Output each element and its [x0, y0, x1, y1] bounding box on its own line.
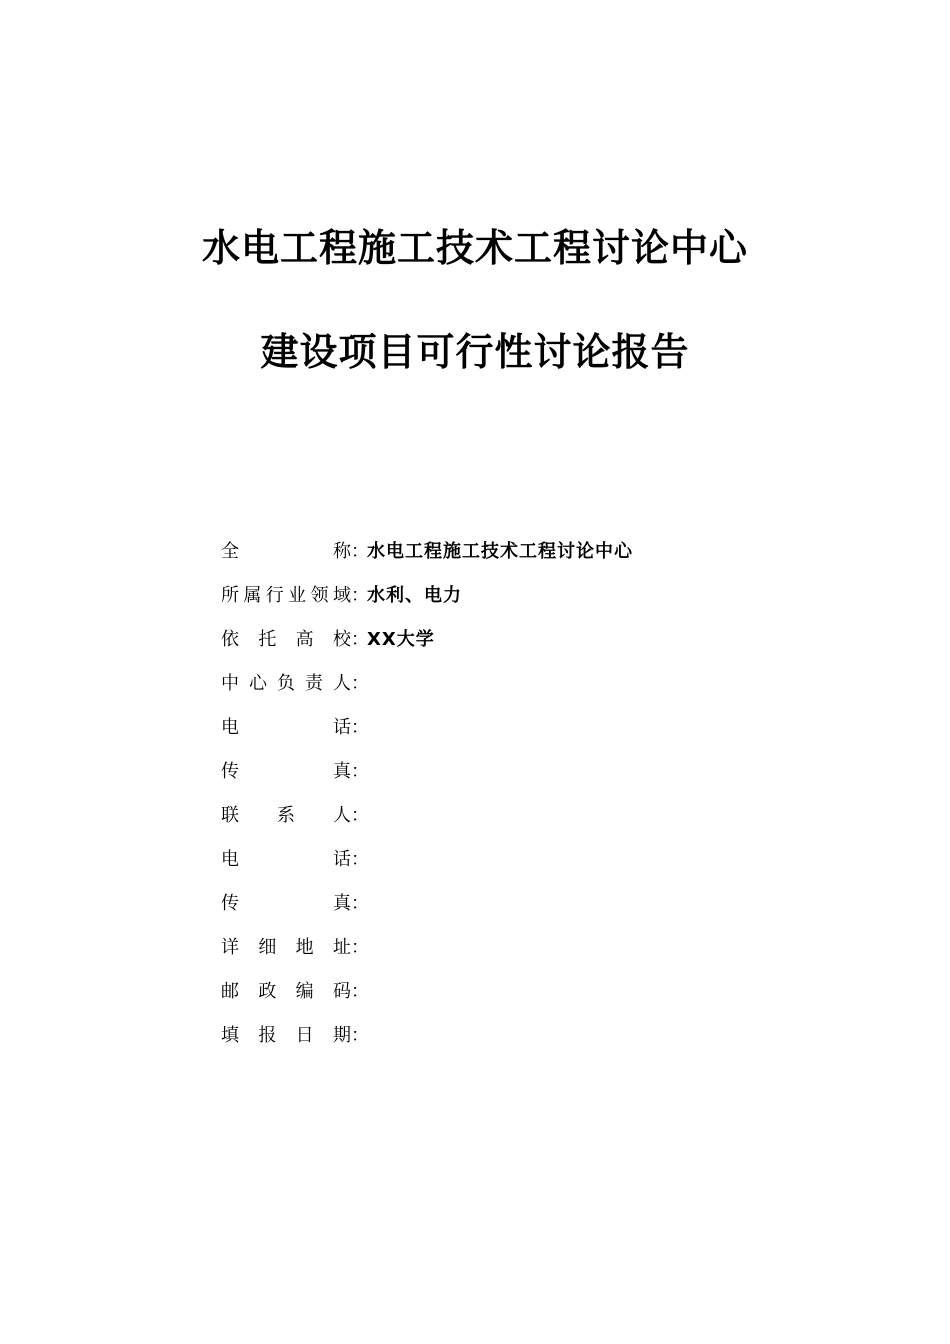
- field-label-char: 高: [295, 629, 314, 650]
- document-title-line-1: 水电工程施工技术工程讨论中心: [201, 226, 748, 270]
- field-label-char: 邮: [221, 981, 239, 1002]
- field-label-char: 传: [221, 893, 239, 914]
- field-label-char: 行: [265, 585, 284, 606]
- info-field-row: [221, 882, 781, 926]
- field-label-char: 话: [333, 717, 351, 738]
- info-field-row: [221, 618, 781, 662]
- info-field-row: [221, 530, 781, 574]
- field-label-char: 细: [258, 937, 277, 958]
- field-label-char: 填: [221, 1025, 239, 1046]
- info-field-row: [221, 838, 781, 882]
- field-label-char: 校: [332, 629, 351, 650]
- field-label-char: 依: [221, 629, 239, 650]
- field-label-char: 详: [221, 937, 239, 958]
- field-colon: ：: [351, 981, 369, 1002]
- info-field-list: [221, 530, 781, 1058]
- field-label-char: 址: [332, 937, 351, 958]
- info-field-row: [221, 926, 781, 970]
- field-colon: ：: [351, 849, 369, 870]
- field-label-char: 电: [221, 849, 239, 870]
- document-title-line-2: 建设项目可行性讨论报告: [260, 330, 690, 374]
- field-label-char: 责: [305, 673, 323, 694]
- field-label: [221, 934, 351, 962]
- field-label-char: 负: [277, 673, 295, 694]
- field-label: [221, 582, 351, 610]
- field-colon: ：: [351, 937, 369, 958]
- field-label-char: 域: [332, 585, 351, 606]
- field-label-char: 地: [295, 937, 314, 958]
- field-label-char: 领: [310, 585, 329, 606]
- field-label: [221, 714, 351, 742]
- field-label: [221, 802, 351, 830]
- field-colon: ：: [351, 717, 369, 738]
- field-label: [221, 846, 351, 874]
- field-label-char: 真: [333, 761, 351, 782]
- field-label-char: 期: [332, 1025, 351, 1046]
- field-colon: ：: [351, 585, 369, 606]
- field-colon: ：: [351, 1025, 369, 1046]
- field-label: [221, 758, 351, 786]
- field-colon: ：: [351, 893, 369, 914]
- field-label: [221, 626, 351, 654]
- info-field-row: [221, 1014, 781, 1058]
- field-label-char: 政: [258, 981, 277, 1002]
- field-label-char: 话: [333, 849, 351, 870]
- field-label-char: 真: [333, 893, 351, 914]
- field-label: [221, 890, 351, 918]
- field-label-char: 报: [258, 1025, 277, 1046]
- field-label: [221, 978, 351, 1006]
- field-label: [221, 1022, 351, 1050]
- field-label-char: 属: [243, 585, 262, 606]
- info-field-row: [221, 794, 781, 838]
- field-label: [221, 670, 351, 698]
- info-field-row: [221, 662, 781, 706]
- field-colon: ：: [351, 673, 369, 694]
- field-label-char: 托: [258, 629, 277, 650]
- field-label-char: 业: [288, 585, 307, 606]
- field-colon: ：: [351, 541, 369, 562]
- info-field-row: [221, 750, 781, 794]
- field-label-char: 心: [249, 673, 267, 694]
- field-value: 水电工程施工技术工程讨论中心: [367, 541, 633, 562]
- info-field-row: [221, 970, 781, 1014]
- field-colon: ：: [351, 761, 369, 782]
- field-value: 水利、电力: [367, 585, 462, 606]
- field-label-char: 中: [221, 673, 239, 694]
- field-colon: ：: [351, 805, 369, 826]
- info-field-row: [221, 706, 781, 750]
- field-label-char: 联: [221, 805, 239, 826]
- field-label-char: 称: [333, 541, 351, 562]
- field-colon: ：: [351, 629, 369, 650]
- field-value: XX大学: [367, 629, 435, 650]
- field-label-char: 日: [295, 1025, 314, 1046]
- field-label: [221, 538, 351, 566]
- field-label-char: 传: [221, 761, 239, 782]
- field-label-char: 电: [221, 717, 239, 738]
- field-label-char: 系: [277, 805, 295, 826]
- info-field-row: [221, 574, 781, 618]
- field-label-char: 人: [333, 673, 351, 694]
- field-label-char: 所: [221, 585, 239, 606]
- field-label-char: 人: [333, 805, 351, 826]
- field-label-char: 编: [295, 981, 314, 1002]
- field-label-char: 码: [332, 981, 351, 1002]
- field-label-char: 全: [221, 541, 239, 562]
